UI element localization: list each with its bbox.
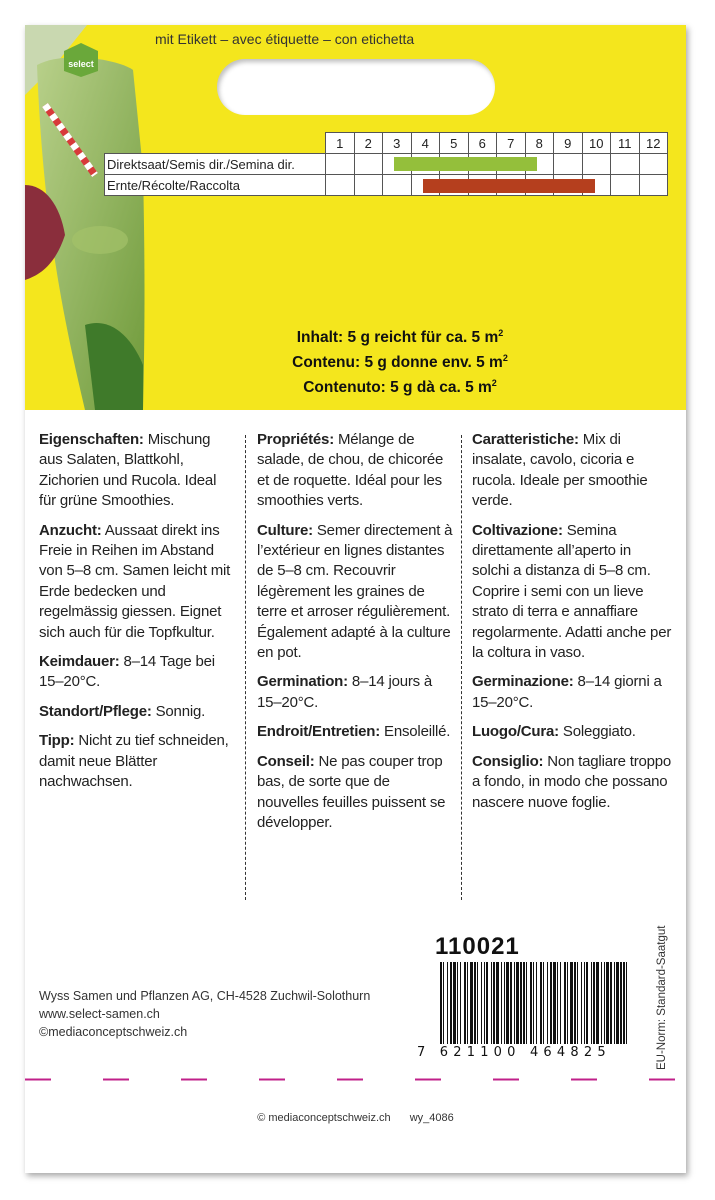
content-amount [235,323,565,398]
month-label: 1 [326,133,355,154]
de-tip: Tipp: Nicht zu tief schneiden, damit neue Blätter nachwachsen. [39,732,229,791]
barcode-stripe [526,962,527,1044]
barcode-stripe [623,962,625,1044]
column-italian [472,430,672,822]
barcode-stripe [540,962,542,1044]
barcode-stripe [453,962,456,1044]
fr-properties: Propriétés: Mélange de salade, de chou, de chicorée et de roquette. Idéal pour les smoothies verts. [257,431,444,510]
barcode-stripe [567,962,568,1044]
barcode-stripe [601,962,602,1044]
barcode-stripe [626,962,627,1044]
month-label: 3 [383,133,412,154]
barcode-stripe [586,962,588,1044]
barcode-stripe [616,962,619,1044]
eu-norm-label: EU-Norm: Standard-Saatgut [656,925,668,1070]
barcode-stripe [440,962,442,1044]
barcode-stripe [533,962,534,1044]
barcode-stripe [506,962,509,1044]
calendar-month-row [105,133,668,154]
barcode-stripe [481,962,482,1044]
it-tip: Consiglio: Non tagliare troppo a fondo, in modo che possano nascere nuove foglie. [472,752,672,811]
sowing-period-bar [394,157,537,171]
barcode-stripe [450,962,452,1044]
barcode-stripe [523,962,525,1044]
article-number: 110021 [435,933,520,960]
fold-line [25,1078,686,1081]
month-label: 7 [497,133,526,154]
harvest-period-bar [423,179,595,193]
barcode-stripe [460,962,461,1044]
company-copyright: ©mediaconceptschweiz.ch [39,1025,188,1039]
barcode-stripe [493,962,495,1044]
calendar-sowing-row [105,154,668,175]
barcode-stripe [614,962,615,1044]
content-it: Contenuto: 5 g dà ca. 5 $m^2$ [303,378,497,397]
footer [25,1112,686,1124]
barcode-stripe [536,962,537,1044]
barcode-stripe [514,962,515,1044]
month-label: 10 [582,133,611,154]
barcode-stripe [474,962,476,1044]
barcode-stripe [457,962,458,1044]
barcode-stripe [467,962,468,1044]
de-cultivation: Anzucht: Aussaat direkt ins Freie in Reihen im Abstand von 5–8 cm. Samen leicht mit Erde bedecken und regelmässig giessen. Eignet sich auch für die Topfkultur. [39,521,231,641]
fr-cultivation: Culture: Semer directement à l’extérieur en lignes distantes de 5–8 cm. Recouvrir légèrement les graines de terre et arroser régulièrement. Également adapté à la culture en pot. [257,521,453,662]
barcode-stripe [496,962,499,1044]
footer-code: wy_4086 [409,1112,454,1124]
fr-tip: Conseil: Ne pas couper trop bas, de sorte que de nouvelles feuilles puissent se développer. [257,752,446,831]
company-info [39,987,370,1041]
barcode-stripe [584,962,585,1044]
fr-location: Endroit/Entretien: Ensoleillé. [257,723,451,741]
de-germination: Keimdauer: 8–14 Tage bei 15–20°C. [39,653,215,691]
column-french [257,430,453,842]
barcode-stripe [570,962,573,1044]
content-fr: Contenu: 5 g donne env. 5 $m^2$ [292,353,508,372]
harvest-label: Ernte/Récolte/Raccolta [105,175,326,196]
it-germination: Germinazione: 8–14 giorni a 15–20°C. [472,673,662,711]
barcode-stripe [464,962,466,1044]
it-cultivation: Coltivazione: Semina direttamente all’aperto in solchi a distanza di 5–8 cm. Coprire i semi con un lieve strato di terra e annaffiare regolarmente. Adatti anche per la coltura in vaso. [472,521,672,662]
svg-text:select: select [68,59,94,69]
month-label: 12 [639,133,668,154]
barcode-stripe [547,962,548,1044]
barcode-stripe [610,962,612,1044]
barcode-stripe [606,962,609,1044]
month-label: 11 [611,133,640,154]
barcode-stripe [516,962,519,1044]
select-logo-icon [62,41,100,79]
barcode-stripe [543,962,544,1044]
de-properties: Eigenschaften: Mischung aus Salaten, Blattkohl, Zichorien und Rucola. Ideal für grüne Smoothies. [39,431,217,510]
barcode-stripe [596,962,599,1044]
barcode-stripe [447,962,448,1044]
barcode-stripe [550,962,552,1044]
it-location: Luogo/Cura: Soleggiato. [472,723,636,741]
month-label: 2 [354,133,383,154]
barcode-stripe [501,962,502,1044]
barcode-stripe [604,962,605,1044]
barcode-stripe [560,962,561,1044]
label-note: mit Etikett – avec étiquette – con etichetta [155,31,415,47]
barcode-stripe [553,962,556,1044]
barcode-stripe [591,962,592,1044]
column-divider [461,435,462,900]
barcode-stripe [557,962,558,1044]
month-label: 6 [468,133,497,154]
company-address: Wyss Samen und Pflanzen AG, CH-4528 Zuchwil-Solothurn [39,989,371,1003]
barcode-stripe [620,962,622,1044]
month-label: 9 [554,133,583,154]
barcode-stripe [574,962,576,1044]
barcode-stripe [504,962,505,1044]
seed-packet-back [25,25,686,1173]
month-label: 8 [525,133,554,154]
barcode-stripe [577,962,578,1044]
smoothie-photo [25,25,160,410]
barcode-stripe [486,962,488,1044]
company-website: www.select-samen.ch [39,1007,160,1021]
barcode-stripe [581,962,582,1044]
fr-germination: Germination: 8–14 jours à 15–20°C. [257,673,433,711]
barcode [440,962,628,1044]
barcode-stripe [491,962,492,1044]
barcode-stripe [484,962,485,1044]
barcode-stripe [520,962,522,1044]
content-de: Inhalt: 5 g reicht für ca. 5 $m^2$ [296,328,504,347]
de-location: Standort/Pflege: Sonnig. [39,702,206,720]
barcode-stripe [477,962,478,1044]
sowing-label: Direktsaat/Semis dir./Semina dir. [105,154,326,175]
month-label: 4 [411,133,440,154]
barcode-stripe [530,962,532,1044]
barcode-stripe [443,962,444,1044]
column-divider [245,435,246,900]
barcode-digits: 7 621100 464825 [417,1045,611,1060]
it-properties: Caratteristiche: Mix di insalate, cavolo, cicoria e rucola. Ideale per smoothie verde. [472,431,648,510]
month-label: 5 [440,133,469,154]
hang-hole [217,59,495,115]
barcode-stripe [593,962,595,1044]
barcode-stripe [510,962,512,1044]
column-german [39,430,235,802]
footer-copyright: © mediaconceptschweiz.ch [257,1112,391,1124]
barcode-stripe [470,962,473,1044]
barcode-stripe [564,962,566,1044]
